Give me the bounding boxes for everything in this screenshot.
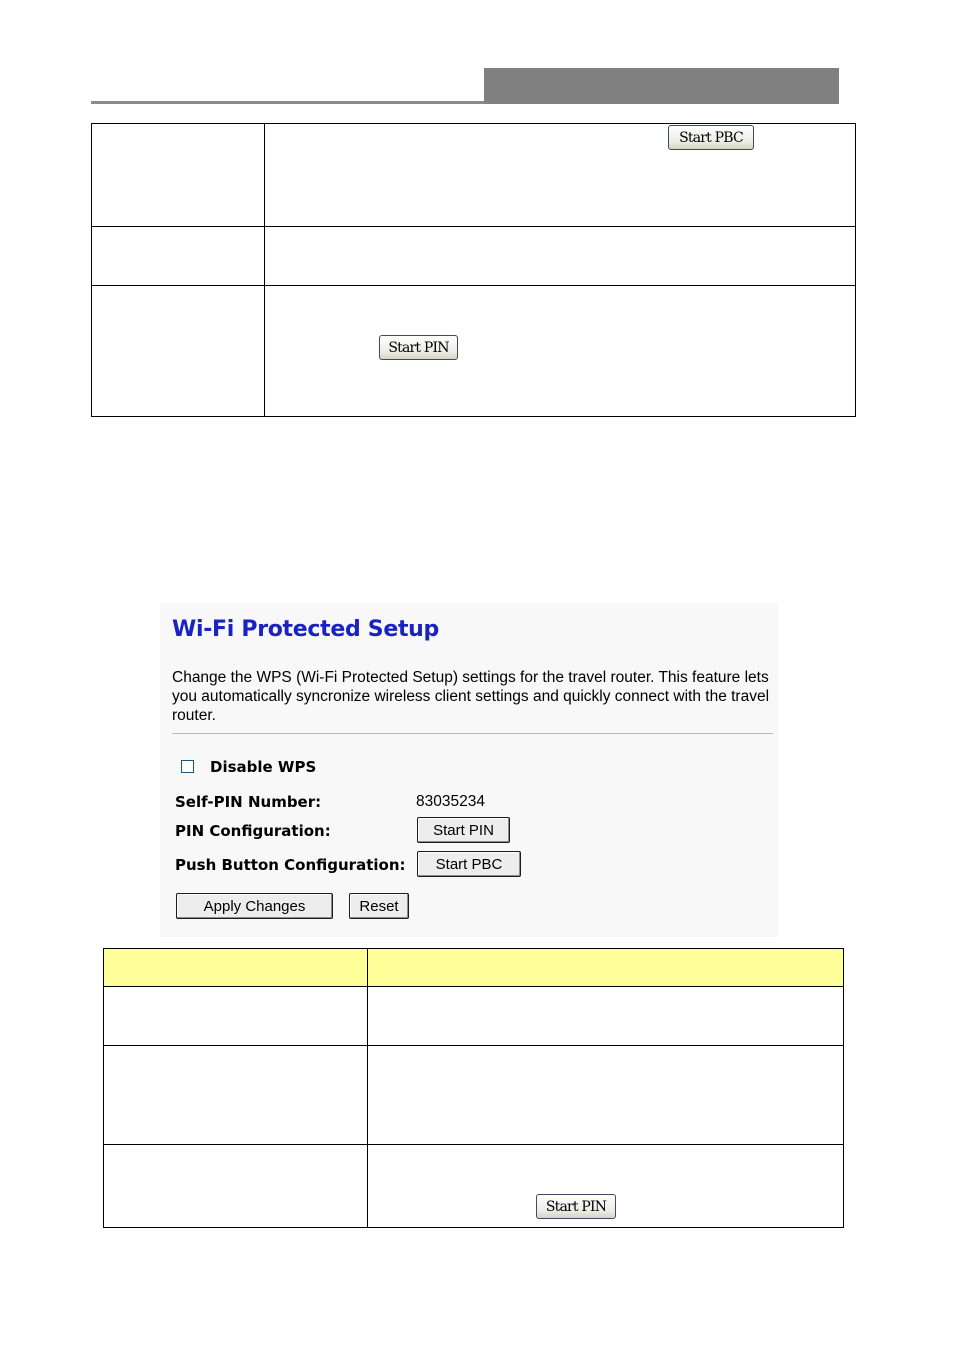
page-title: Wi-Fi Protected Setup [172,617,439,642]
start-pbc-button[interactable]: Start PBC [668,125,754,150]
table-cell [92,227,265,286]
self-pin-label: Self-PIN Number: [175,793,322,811]
table-cell [368,987,844,1046]
top-table [91,123,856,417]
table-cell [368,1145,844,1228]
header-bar [484,68,839,104]
pin-config-label: PIN Configuration: [175,822,331,840]
wps-screenshot [160,603,778,937]
disable-wps-label: Disable WPS [210,758,317,776]
reset-button[interactable]: Reset [349,893,409,919]
table-cell [265,286,856,417]
table-cell [104,987,368,1046]
table-row [92,227,856,286]
header-rule [91,101,485,104]
table-row [92,124,856,227]
start-pin-button[interactable]: Start PIN [417,817,510,843]
table-header-cell [104,949,368,987]
table-header-row [104,949,844,987]
table-cell [104,1145,368,1228]
table-row [104,1145,844,1228]
table-cell [368,1046,844,1145]
table-cell [265,227,856,286]
apply-changes-button[interactable]: Apply Changes [176,893,333,919]
divider [172,733,773,734]
self-pin-value: 83035234 [416,793,485,810]
bottom-table [103,948,844,1228]
start-pbc-button[interactable]: Start PBC [417,851,521,877]
table-cell [265,124,856,227]
table-cell [92,124,265,227]
table-row [92,286,856,417]
wps-description: Change the WPS (Wi-Fi Protected Setup) settings for the travel router. This feature lets you automatically syncronize wireless client settings and quickly connect with the travel router. [172,669,770,724]
pbc-label: Push Button Configuration: [175,856,406,874]
start-pin-button[interactable]: Start PIN [536,1194,616,1219]
disable-wps-checkbox[interactable] [181,760,194,773]
table-header-cell [368,949,844,987]
table-cell [92,286,265,417]
start-pin-button[interactable]: Start PIN [379,335,458,360]
table-row [104,987,844,1046]
table-row [104,1046,844,1145]
table-cell [104,1046,368,1145]
